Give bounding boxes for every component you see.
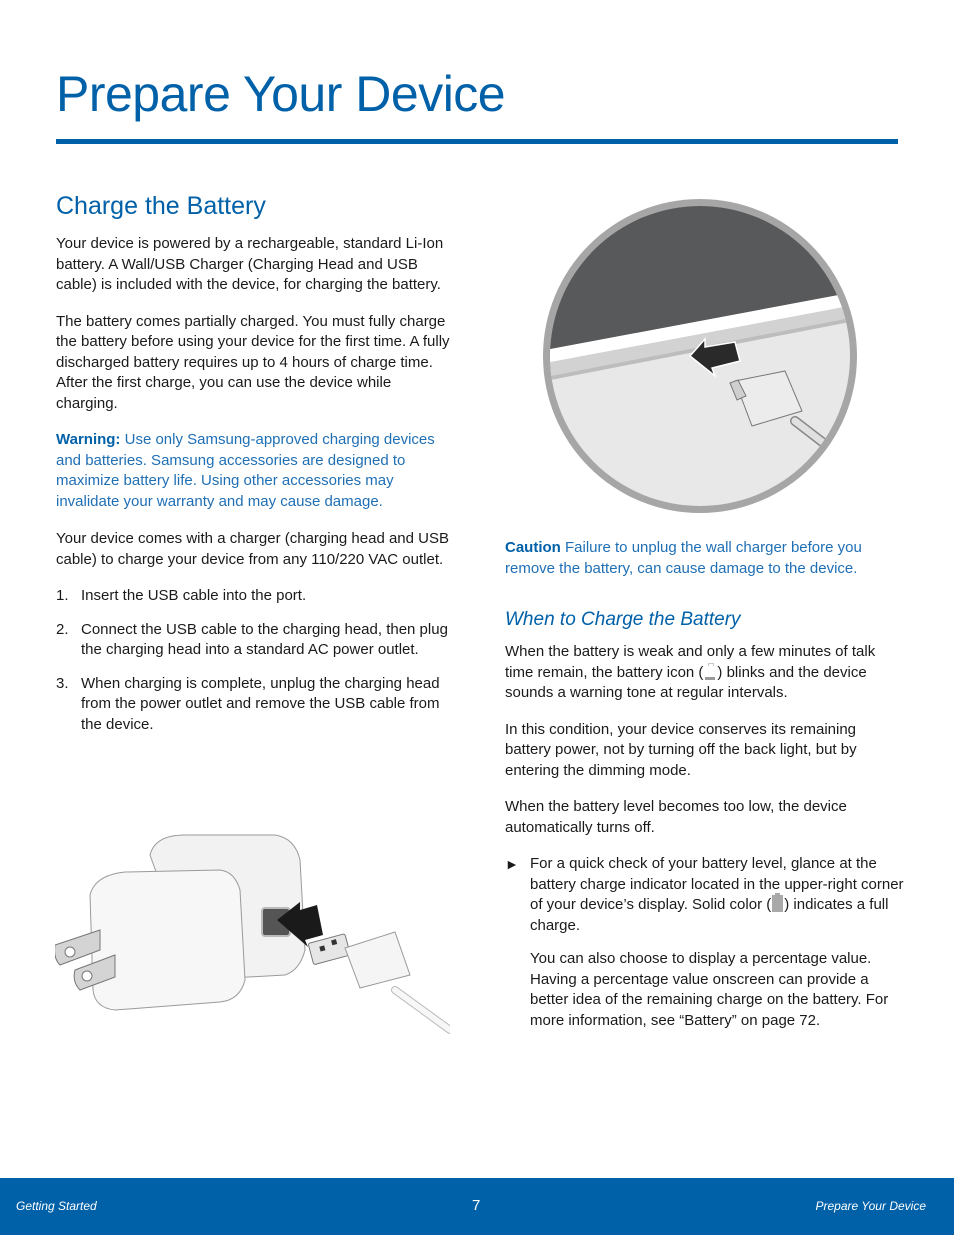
caution-label: Caution bbox=[505, 539, 561, 556]
bullet-item bbox=[505, 854, 905, 936]
step-number: 2. bbox=[56, 620, 69, 638]
step-number: 3. bbox=[56, 674, 69, 692]
device-port-illustration bbox=[540, 196, 860, 516]
warning-text: Use only Samsung-approved charging devices and batteries. Samsung accessories are designed to maximize battery life. Using other accessories may invalidate your warranty and may cause damage. bbox=[56, 431, 435, 510]
paragraph: When the battery level becomes too low, the device automatically turns off. bbox=[505, 798, 847, 836]
steps-list bbox=[56, 586, 451, 735]
left-column bbox=[56, 188, 451, 748]
footer-chapter: Prepare Your Device bbox=[815, 1199, 926, 1213]
paragraph bbox=[505, 642, 905, 704]
page-title: Prepare Your Device bbox=[56, 66, 506, 122]
step-item bbox=[56, 586, 451, 607]
subsection-heading: When to Charge the Battery bbox=[505, 609, 741, 630]
paragraph-text: When the battery is weak and only a few minutes of talk time remain, the battery icon ( bbox=[505, 643, 876, 681]
paragraph: Your device comes with a charger (charging head and USB cable) to charge your device from any 110/220 VAC outlet. bbox=[56, 530, 450, 568]
footer-section: Getting Started bbox=[16, 1199, 97, 1213]
right-column bbox=[505, 538, 905, 1031]
step-item bbox=[56, 620, 451, 661]
caution-text: Failure to unplug the wall charger before you remove the battery, can cause damage to the device. bbox=[505, 539, 862, 577]
page-number: 7 bbox=[472, 1197, 481, 1214]
battery-full-icon bbox=[772, 895, 783, 912]
step-number: 1. bbox=[56, 587, 69, 604]
page-footer bbox=[0, 1178, 954, 1235]
title-divider bbox=[56, 139, 898, 144]
bullet-text: ) indicates a full charge. bbox=[530, 896, 889, 934]
bullet-text: For a quick check of your battery level, glance at the battery charge indicator located in the upper-right corner of your device’s display. Solid color ( bbox=[530, 855, 904, 913]
paragraph: Your device is powered by a rechargeable, standard Li-Ion battery. A Wall/USB Charger (Charging Head and USB cable) is included with the device, for charging the battery. bbox=[56, 235, 444, 293]
step-text: When charging is complete, unplug the charging head from the power outlet and remove the USB cable from the device. bbox=[81, 674, 440, 733]
section-heading: Charge the Battery bbox=[56, 192, 266, 220]
triangle-bullet-icon: ► bbox=[505, 856, 519, 872]
step-text: Connect the USB cable to the charging head, then plug the charging head into a standard AC power outlet. bbox=[81, 620, 448, 658]
bullet-subparagraph: You can also choose to display a percentage value. Having a percentage value onscreen can provide a better idea of the remaining charge on the battery. For more information, see “Battery” on page 72. bbox=[530, 950, 889, 1029]
caution-note bbox=[505, 538, 905, 579]
step-text: Insert the USB cable into the port. bbox=[81, 587, 307, 604]
step-item bbox=[56, 674, 451, 736]
paragraph: In this condition, your device conserves its remaining battery power, not by turning off the back light, but by entering the dimming mode. bbox=[505, 720, 857, 779]
battery-low-icon bbox=[704, 663, 716, 680]
warning-note bbox=[56, 430, 451, 512]
warning-label: Warning: bbox=[56, 431, 121, 448]
paragraph: The battery comes partially charged. You must fully charge the battery before using your device for the first time. A fully discharged battery requires up to 4 hours of charge time. After the first charge, you can use the device while charging. bbox=[56, 312, 450, 412]
wall-charger-illustration bbox=[55, 830, 450, 1035]
paragraph-text: ) blinks and the device sounds a warning tone at regular intervals. bbox=[505, 663, 867, 701]
